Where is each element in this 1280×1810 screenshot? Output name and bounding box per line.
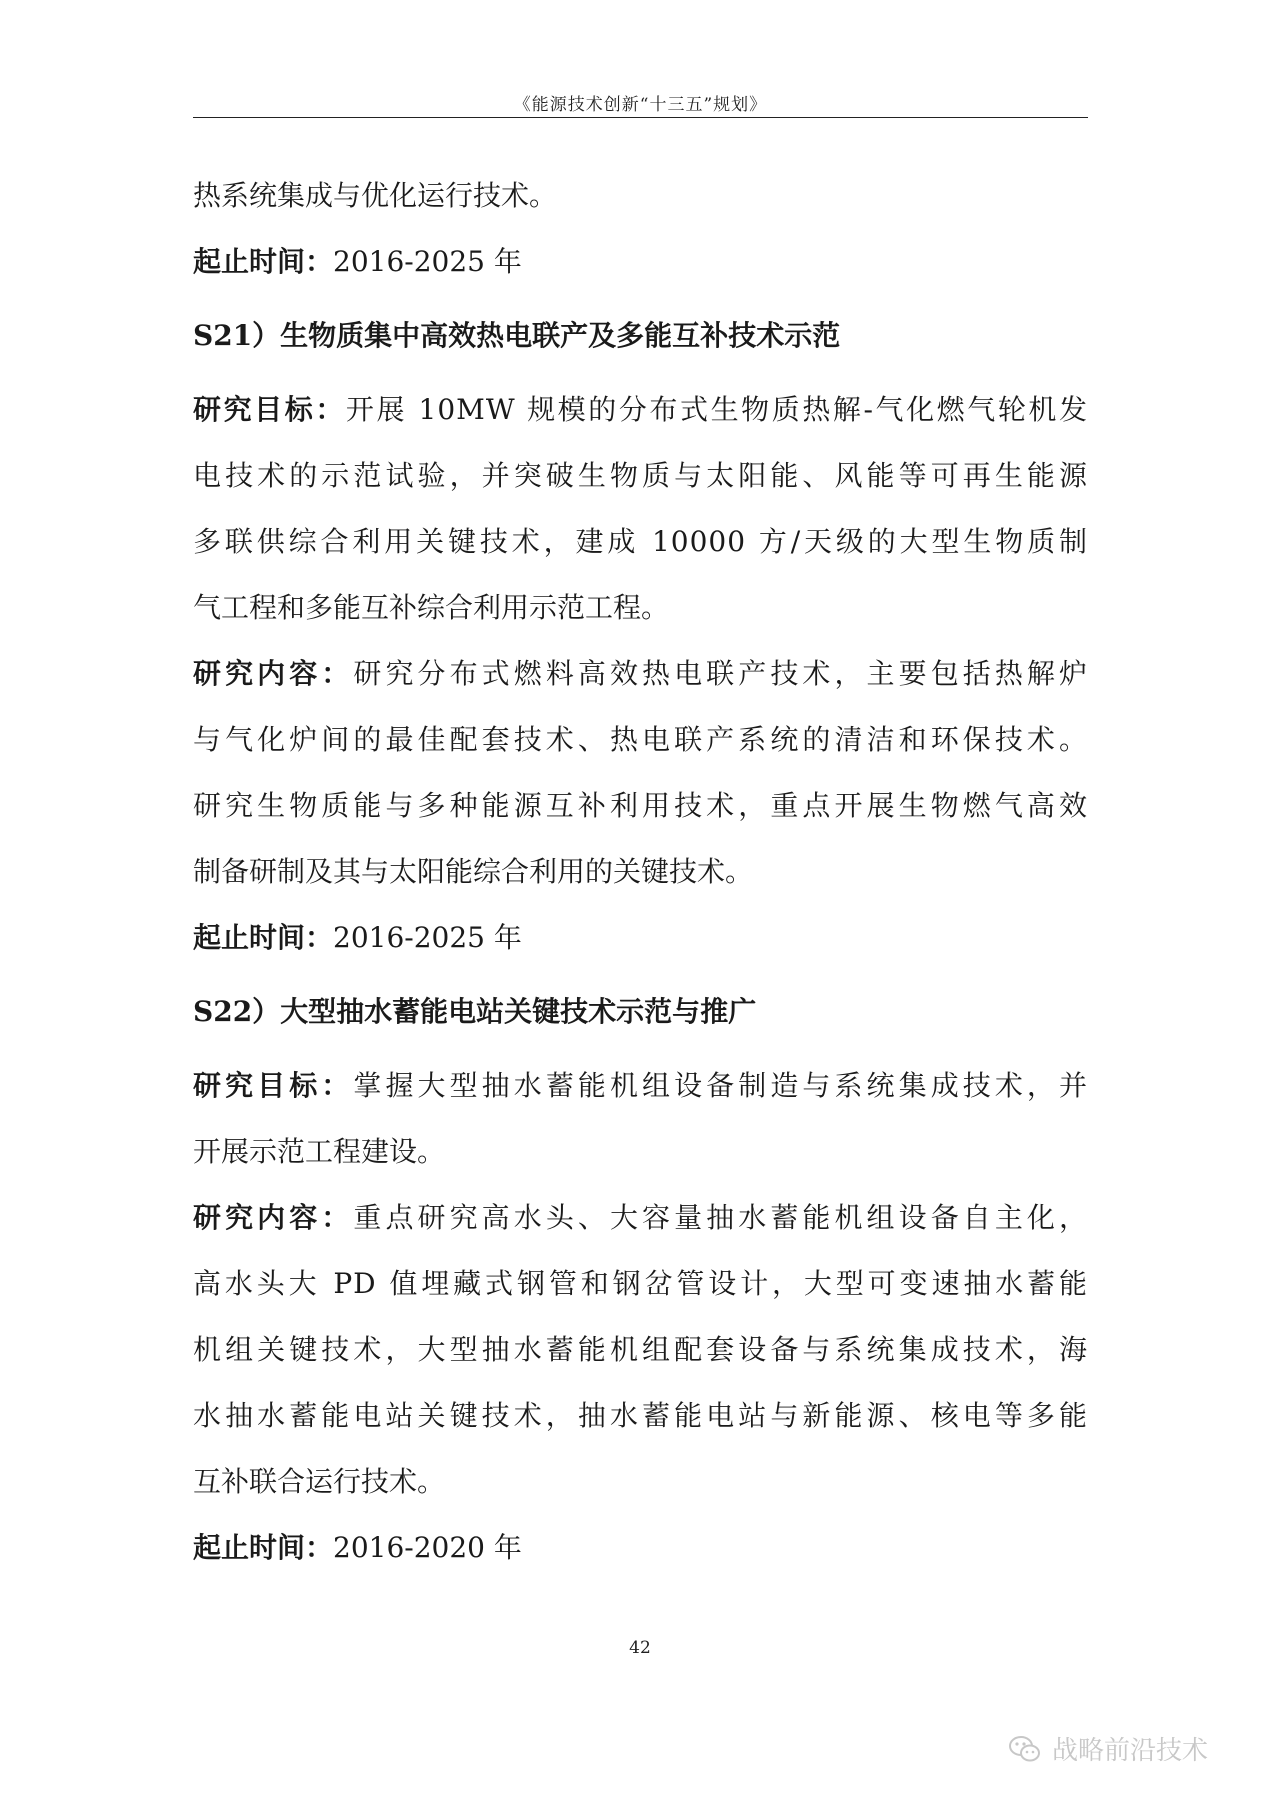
s21-time-line xyxy=(193,905,1088,971)
time-value: 2016-2025 年 xyxy=(333,245,522,278)
s21-content-line-4: 制备研制及其与太阳能综合利用的关键技术。 xyxy=(193,855,754,888)
s22-content-line-3: 机组关键技术，大型抽水蓄能机组配套设备与系统集成技术，海 xyxy=(193,1333,1088,1366)
s22-content-line-2: 高水头大 PD 值埋藏式钢管和钢岔管设计，大型可变速抽水蓄能 xyxy=(193,1267,1088,1300)
s22-content-line-5: 互补联合运行技术。 xyxy=(193,1465,446,1498)
section-title-s22: S22）大型抽水蓄能电站关键技术示范与推广 xyxy=(193,995,757,1028)
s22-goal-line-1 xyxy=(193,1053,1088,1119)
s21-content-line-1 xyxy=(193,641,1088,707)
wechat-icon xyxy=(1008,1734,1042,1764)
section-title-s21: S21）生物质集中高效热电联产及多能互补技术示范 xyxy=(193,319,841,352)
s21-content-line-2: 与气化炉间的最佳配套技术、热电联产系统的清洁和环保技术。 xyxy=(193,723,1088,756)
s21-goal-line-4: 气工程和多能互补综合利用示范工程。 xyxy=(193,591,670,624)
prev-line-1: 热系统集成与优化运行技术。 xyxy=(193,179,558,212)
s22-goal-line-2: 开展示范工程建设。 xyxy=(193,1135,446,1168)
s21-goal-line-3: 多联供综合利用关键技术，建成 10000 方/天级的大型生物质制 xyxy=(193,525,1088,558)
page-number: 42 xyxy=(629,1638,651,1658)
s22-content-line-1 xyxy=(193,1185,1088,1251)
s21-goal-line-1 xyxy=(193,377,1088,443)
goal-label: 研究目标： xyxy=(193,1069,354,1102)
watermark-text: 战略前沿技术 xyxy=(1052,1736,1209,1766)
content-text: 研究分布式燃料高效热电联产技术，主要包括热解炉 xyxy=(353,657,1088,690)
time-label: 起止时间： xyxy=(193,245,334,278)
header-rule xyxy=(193,117,1088,118)
content-text: 重点研究高水头、大容量抽水蓄能机组设备自主化， xyxy=(353,1201,1088,1234)
s21-content-line-3: 研究生物质能与多种能源互补利用技术，重点开展生物燃气高效 xyxy=(193,789,1088,822)
running-header: 《能源技术创新“十三五”规划》 xyxy=(513,95,768,115)
s21-goal-line-2: 电技术的示范试验，并突破生物质与太阳能、风能等可再生能源 xyxy=(193,459,1088,492)
goal-text: 开展 10MW 规模的分布式生物质热解-气化燃气轮机发 xyxy=(345,393,1088,426)
time-value: 2016-2020 年 xyxy=(333,1531,522,1564)
watermark xyxy=(1008,1730,1208,1767)
page-content xyxy=(193,163,1088,1581)
goal-label: 研究目标： xyxy=(193,393,346,426)
s22-content-line-4: 水抽水蓄能电站关键技术，抽水蓄能电站与新能源、核电等多能 xyxy=(193,1399,1088,1432)
goal-text: 掌握大型抽水蓄能机组设备制造与系统集成技术，并 xyxy=(353,1069,1088,1102)
s22-time-line xyxy=(193,1515,1088,1581)
prev-time-line xyxy=(193,229,1088,295)
content-label: 研究内容： xyxy=(193,657,354,690)
time-value: 2016-2025 年 xyxy=(333,921,522,954)
time-label: 起止时间： xyxy=(193,921,334,954)
time-label: 起止时间： xyxy=(193,1531,334,1564)
content-label: 研究内容： xyxy=(193,1201,354,1234)
